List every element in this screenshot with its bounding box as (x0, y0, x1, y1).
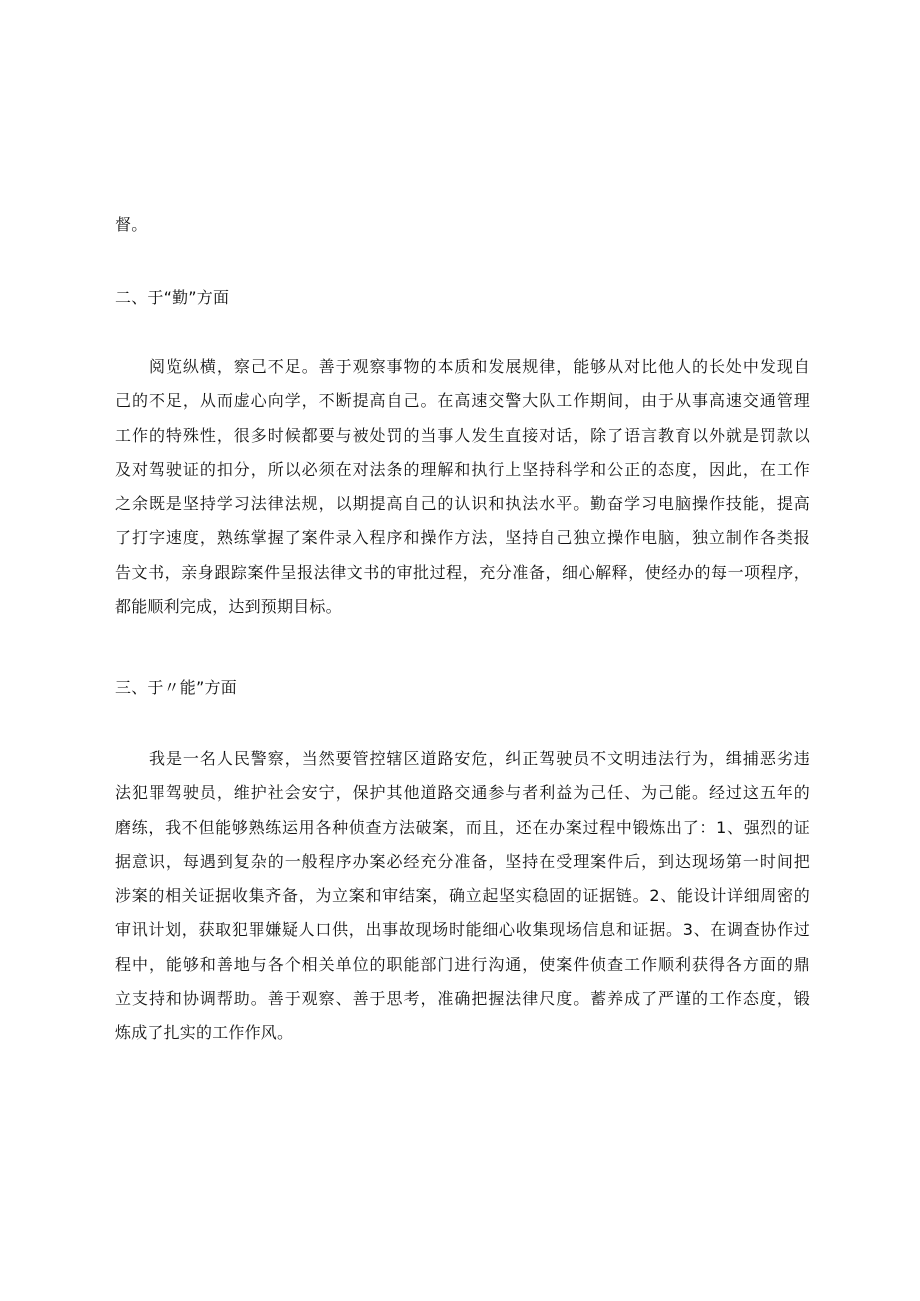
section-heading-qin (115, 281, 810, 315)
heading-text: 二、于“勤”方面 (115, 288, 230, 307)
text-line: 阅览纵横，察己不足。善于观察事物的本质和发展规律，能够从对比他人的长处中发现自 (149, 357, 810, 376)
text-line: 及对驾驶证的扣分，所以必须在对法条的理解和执行上坚持科学和公正的态度，因此，在工作 (115, 459, 810, 479)
text-line: 审讯计划，获取犯罪嫌疑人口供，出事故现场时能细心收集现场信息和证据。3、在调查协作过 (115, 920, 810, 940)
paragraph-qin (115, 350, 810, 624)
text-line: 己的不足，从而虚心向学，不断提高自己。在高速交警大队工作期间，由于从事高速交通管理 (115, 391, 810, 411)
text-line: 之余既是坚持学习法律法规，以期提高自己的认识和执法水平。勤奋学习电脑操作技能，提高 (115, 494, 810, 514)
text-line: 磨练，我不但能够熟练运用各种侦查方法破案，而且，还在办案过程中锻炼出了：1、强烈的证 (115, 817, 810, 837)
text-line: 我是一名人民警察，当然要管控辖区道路安危，纠正驾驶员不文明违法行为，缉捕恶劣违 (149, 749, 810, 768)
text-line: 告文书，亲身跟踪案件呈报法律文书的审批过程，充分准备，细心解释，使经办的每一项程序， (115, 562, 810, 582)
text-line: 炼成了扎实的工作作风。 (115, 1023, 294, 1043)
text-line: 据意识，每遇到复杂的一般程序办案必经充分准备，坚持在受理案件后，到达现场第一时间把 (115, 851, 810, 871)
text-line: 督。 (115, 215, 148, 234)
lead-fragment (115, 208, 810, 242)
text-line: 都能顺利完成，达到预期目标。 (115, 597, 342, 617)
text-line: 了打字速度，熟练掌握了案件录入程序和操作方法，坚持自己独立操作电脑，独立制作各类报 (115, 528, 810, 548)
text-line: 程中，能够和善地与各个相关单位的职能部门进行沟通，使案件侦查工作顺利获得各方面的鼎 (115, 954, 810, 974)
text-line: 工作的特殊性，很多时候都要与被处罚的当事人发生直接对话，除了语言教育以外就是罚款以 (115, 425, 810, 445)
paragraph-neng (115, 742, 810, 1051)
text-line: 法犯罪驾驶员，维护社会安宁，保护其他道路交通参与者利益为己任、为己能。经过这五年的 (115, 783, 810, 803)
heading-text: 三、于〃能”方面 (115, 678, 237, 697)
section-heading-neng (115, 671, 810, 705)
text-line: 立支持和协调帮助。善于观察、善于思考，准确把握法律尺度。蓄养成了严谨的工作态度，锻 (115, 989, 810, 1009)
text-line: 涉案的相关证据收集齐备，为立案和审结案，确立起坚实稳固的证据链。2、能设计详细周密的 (115, 886, 810, 906)
